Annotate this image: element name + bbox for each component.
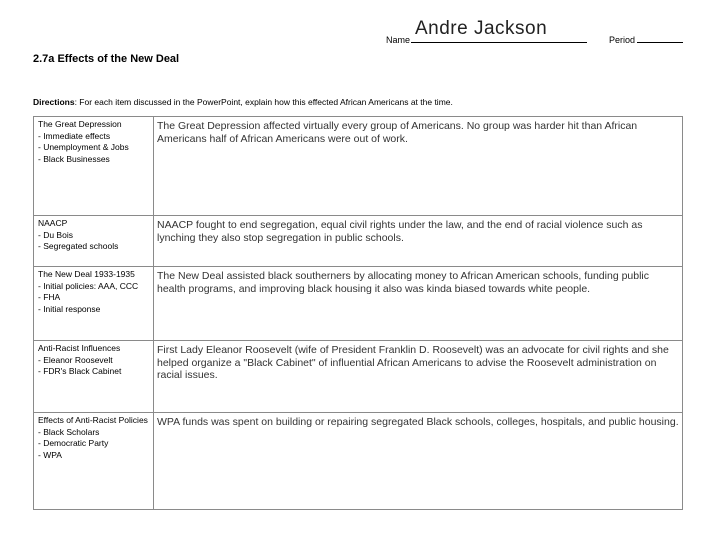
topic-subpoint: - Democratic Party bbox=[38, 438, 109, 448]
period-label: Period bbox=[609, 35, 636, 45]
topic-heading: NAACP bbox=[38, 218, 68, 228]
period-underline bbox=[637, 33, 683, 43]
topic-heading: Anti-Racist Influences bbox=[38, 343, 121, 353]
topic-subpoint: - WPA bbox=[38, 449, 62, 460]
name-field bbox=[386, 33, 587, 45]
topic-subpoint: - Black Scholars bbox=[38, 426, 100, 437]
topic-cell bbox=[34, 216, 154, 267]
table-row bbox=[34, 117, 683, 216]
response-cell[interactable]: First Lady Eleanor Roosevelt (wife of President Franklin D. Roosevelt) was an advocate for civil rights and she helped organize a "Black Cabinet" of influential African Americans to advise the Roosevelt administration on racial issues. bbox=[154, 341, 683, 413]
topic-cell bbox=[34, 267, 154, 341]
directions-text: : For each item discussed in the PowerPoint, explain how this effected African Americans at the time. bbox=[74, 97, 453, 107]
topic-heading: The New Deal 1933-1935 bbox=[38, 269, 135, 279]
topic-subpoint: - Black Businesses bbox=[38, 153, 110, 164]
directions bbox=[33, 97, 453, 107]
topic-cell bbox=[34, 413, 154, 510]
topic-subpoint: - Initial policies: AAA, CCC bbox=[38, 280, 139, 291]
table-row bbox=[34, 413, 683, 510]
response-table bbox=[33, 116, 683, 510]
topic-cell bbox=[34, 117, 154, 216]
topic-subpoint: - Eleanor Roosevelt bbox=[38, 354, 113, 365]
topic-heading: Effects of Anti-Racist Policies bbox=[38, 415, 148, 425]
table-row bbox=[34, 267, 683, 341]
directions-label: Directions bbox=[33, 97, 75, 107]
table-row bbox=[34, 216, 683, 267]
response-cell[interactable]: The New Deal assisted black southerners by allocating money to African American schools, funding public health programs, and improving black housing it also was kinda biased towards white people. bbox=[154, 267, 683, 341]
topic-cell bbox=[34, 341, 154, 413]
worksheet-title: 2.7a Effects of the New Deal bbox=[33, 53, 180, 65]
name-underline bbox=[411, 33, 587, 43]
student-name-handwritten: Andre Jackson bbox=[415, 18, 548, 39]
topic-subpoint: - Du Bois bbox=[38, 229, 73, 240]
topic-heading: The Great Depression bbox=[38, 119, 122, 129]
topic-subpoint: - Immediate effects bbox=[38, 130, 111, 141]
topic-subpoint: - Initial response bbox=[38, 303, 101, 314]
name-label: Name bbox=[386, 35, 411, 45]
topic-subpoint: - Segregated schools bbox=[38, 241, 119, 251]
table-row bbox=[34, 341, 683, 413]
topic-subpoint: - FHA bbox=[38, 292, 61, 302]
response-cell[interactable]: NAACP fought to end segregation, equal civil rights under the law, and the end of racial violence such as lynching they also stop segregation in public schools. bbox=[154, 216, 683, 267]
response-cell[interactable]: The Great Depression affected virtually every group of Americans. No group was harder hit than African Americans half of African Americans were out of work. bbox=[154, 117, 683, 216]
period-field bbox=[609, 33, 683, 45]
topic-subpoint: - FDR's Black Cabinet bbox=[38, 366, 122, 376]
topic-subpoint: - Unemployment & Jobs bbox=[38, 142, 129, 152]
response-cell[interactable]: WPA funds was spent on building or repairing segregated Black schools, colleges, hospitals, and public housing. bbox=[154, 413, 683, 510]
